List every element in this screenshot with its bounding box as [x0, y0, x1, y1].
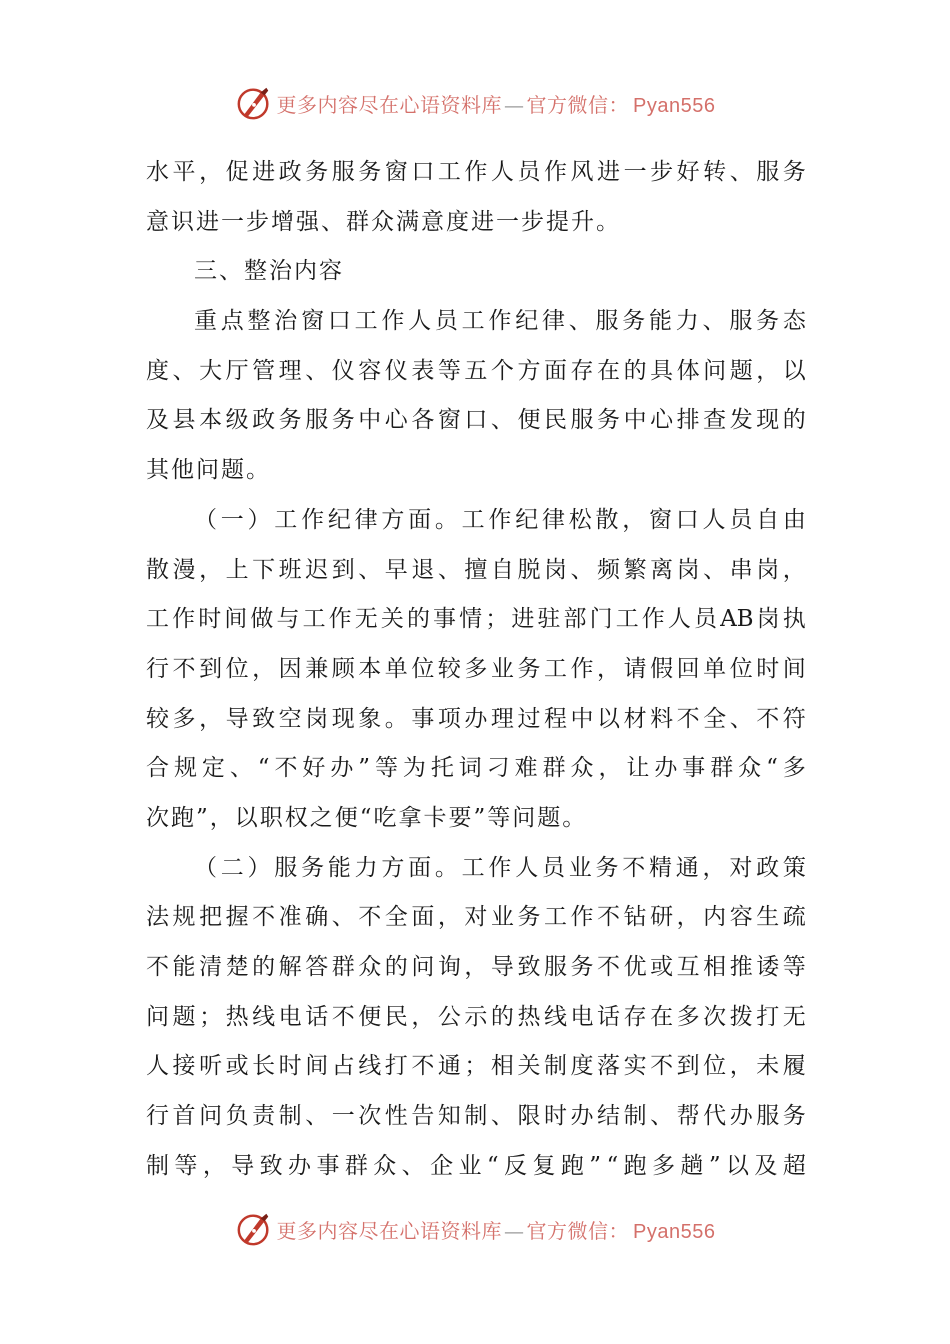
text-line: 问 题 ； 热 线 电 话 不 便 民 ， 公 示 的 热 线 电 话 存 在 多 次 拨 打 无 — [146, 1003, 806, 1030]
text-line: （ 二 ） 服 务 能 力 方 面 。 工 作 人 员 业 务 不 精 通 ， 对 政 策 — [194, 854, 806, 881]
text-line: 法 规 把 握 不 准 确 、 不 全 面 ， 对 业 务 工 作 不 钻 研 ， 内 容 生 疏 — [146, 904, 806, 931]
pen-logo-icon — [235, 1210, 273, 1248]
banner-main-text: 更多内容尽在心语资料库 — [276, 92, 503, 117]
banner-text — [277, 89, 716, 118]
header-watermark-banner — [0, 78, 950, 128]
text-line: 其他问题。 — [146, 457, 271, 484]
text-line: 工 作 时 间 做 与 工 作 无 关 的 事 情 ； 进 驻 部 门 工 作 人 员 AB 岗 执 — [146, 606, 806, 633]
text-line: 重 点 整 治 窗 口 工 作 人 员 工 作 纪 律 、 服 务 能 力 、 服 务 态 — [194, 308, 806, 335]
banner-separator: — — [504, 92, 525, 117]
text-line: 不 能 清 楚 的 解 答 群 众 的 问 询 ， 导 致 服 务 不 优 或 互 相 推 诿 等 — [146, 954, 806, 980]
text-line: 度 、 大 厅 管 理 、 仪 容 仪 表 等 五 个 方 面 存 在 的 具 体 问 题 ， 以 — [146, 357, 806, 384]
pen-logo-icon — [235, 84, 273, 122]
text-line: 三、整治内容 — [194, 258, 344, 285]
banner-wechat-label: 官方微信： — [526, 92, 630, 117]
banner-text — [277, 1215, 716, 1244]
text-line: 行 不 到 位 ， 因 兼 顾 本 单 位 较 多 业 务 工 作 ， 请 假 回 单 位 时 间 — [146, 655, 806, 682]
text-line: 制 等 ， 导 致 办 事 群 众 、 企 业 “ 反 复 跑 ” “ 跑 多 趟 ” 以 及 超 — [146, 1152, 806, 1179]
banner-main-text: 更多内容尽在心语资料库 — [276, 1218, 503, 1243]
document-body — [146, 148, 806, 1191]
banner-separator: — — [504, 1218, 525, 1243]
footer-watermark-banner — [0, 1204, 950, 1254]
text-line: 意识进一步增强、群众满意度进一步提升。 — [146, 208, 621, 235]
banner-wechat-label: 官方微信： — [526, 1218, 630, 1243]
text-line: 水 平 ， 促 进 政 务 服 务 窗 口 工 作 人 员 作 风 进 一 步 好 转 、 服 务 — [146, 159, 806, 185]
text-line: 人 接 听 或 长 时 间 占 线 打 不 通 ； 相 关 制 度 落 实 不 到 位 ， 未 履 — [146, 1053, 806, 1080]
text-line: 及 县 本 级 政 务 服 务 中 心 各 窗 口 、 便 民 服 务 中 心 排 查 发 现 的 — [146, 407, 806, 434]
text-line: 行 首 问 负 责 制 、 一 次 性 告 知 制 、 限 时 办 结 制 、 帮 代 办 服 务 — [146, 1103, 806, 1130]
text-line: 较 多 ， 导 致 空 岗 现 象 。 事 项 办 理 过 程 中 以 材 料 不 全 、 不 符 — [146, 705, 806, 732]
text-line: （ 一 ） 工 作 纪 律 方 面 。 工 作 纪 律 松 散 ， 窗 口 人 员 自 由 — [194, 506, 806, 533]
text-line: 合 规 定 、 “ 不 好 办 ” 等 为 托 词 刁 难 群 众 ， 让 办 事 群 众 “ 多 — [146, 755, 806, 782]
banner-wechat-id: Pyan556 — [633, 1220, 716, 1243]
text-line: 次跑”，以职权之便“吃拿卡要”等问题。 — [146, 804, 588, 831]
banner-wechat-id: Pyan556 — [633, 94, 716, 117]
text-line: 散 漫 ， 上 下 班 迟 到 、 早 退 、 擅 自 脱 岗 、 频 繁 离 岗 、 串 岗 ， — [146, 556, 806, 583]
